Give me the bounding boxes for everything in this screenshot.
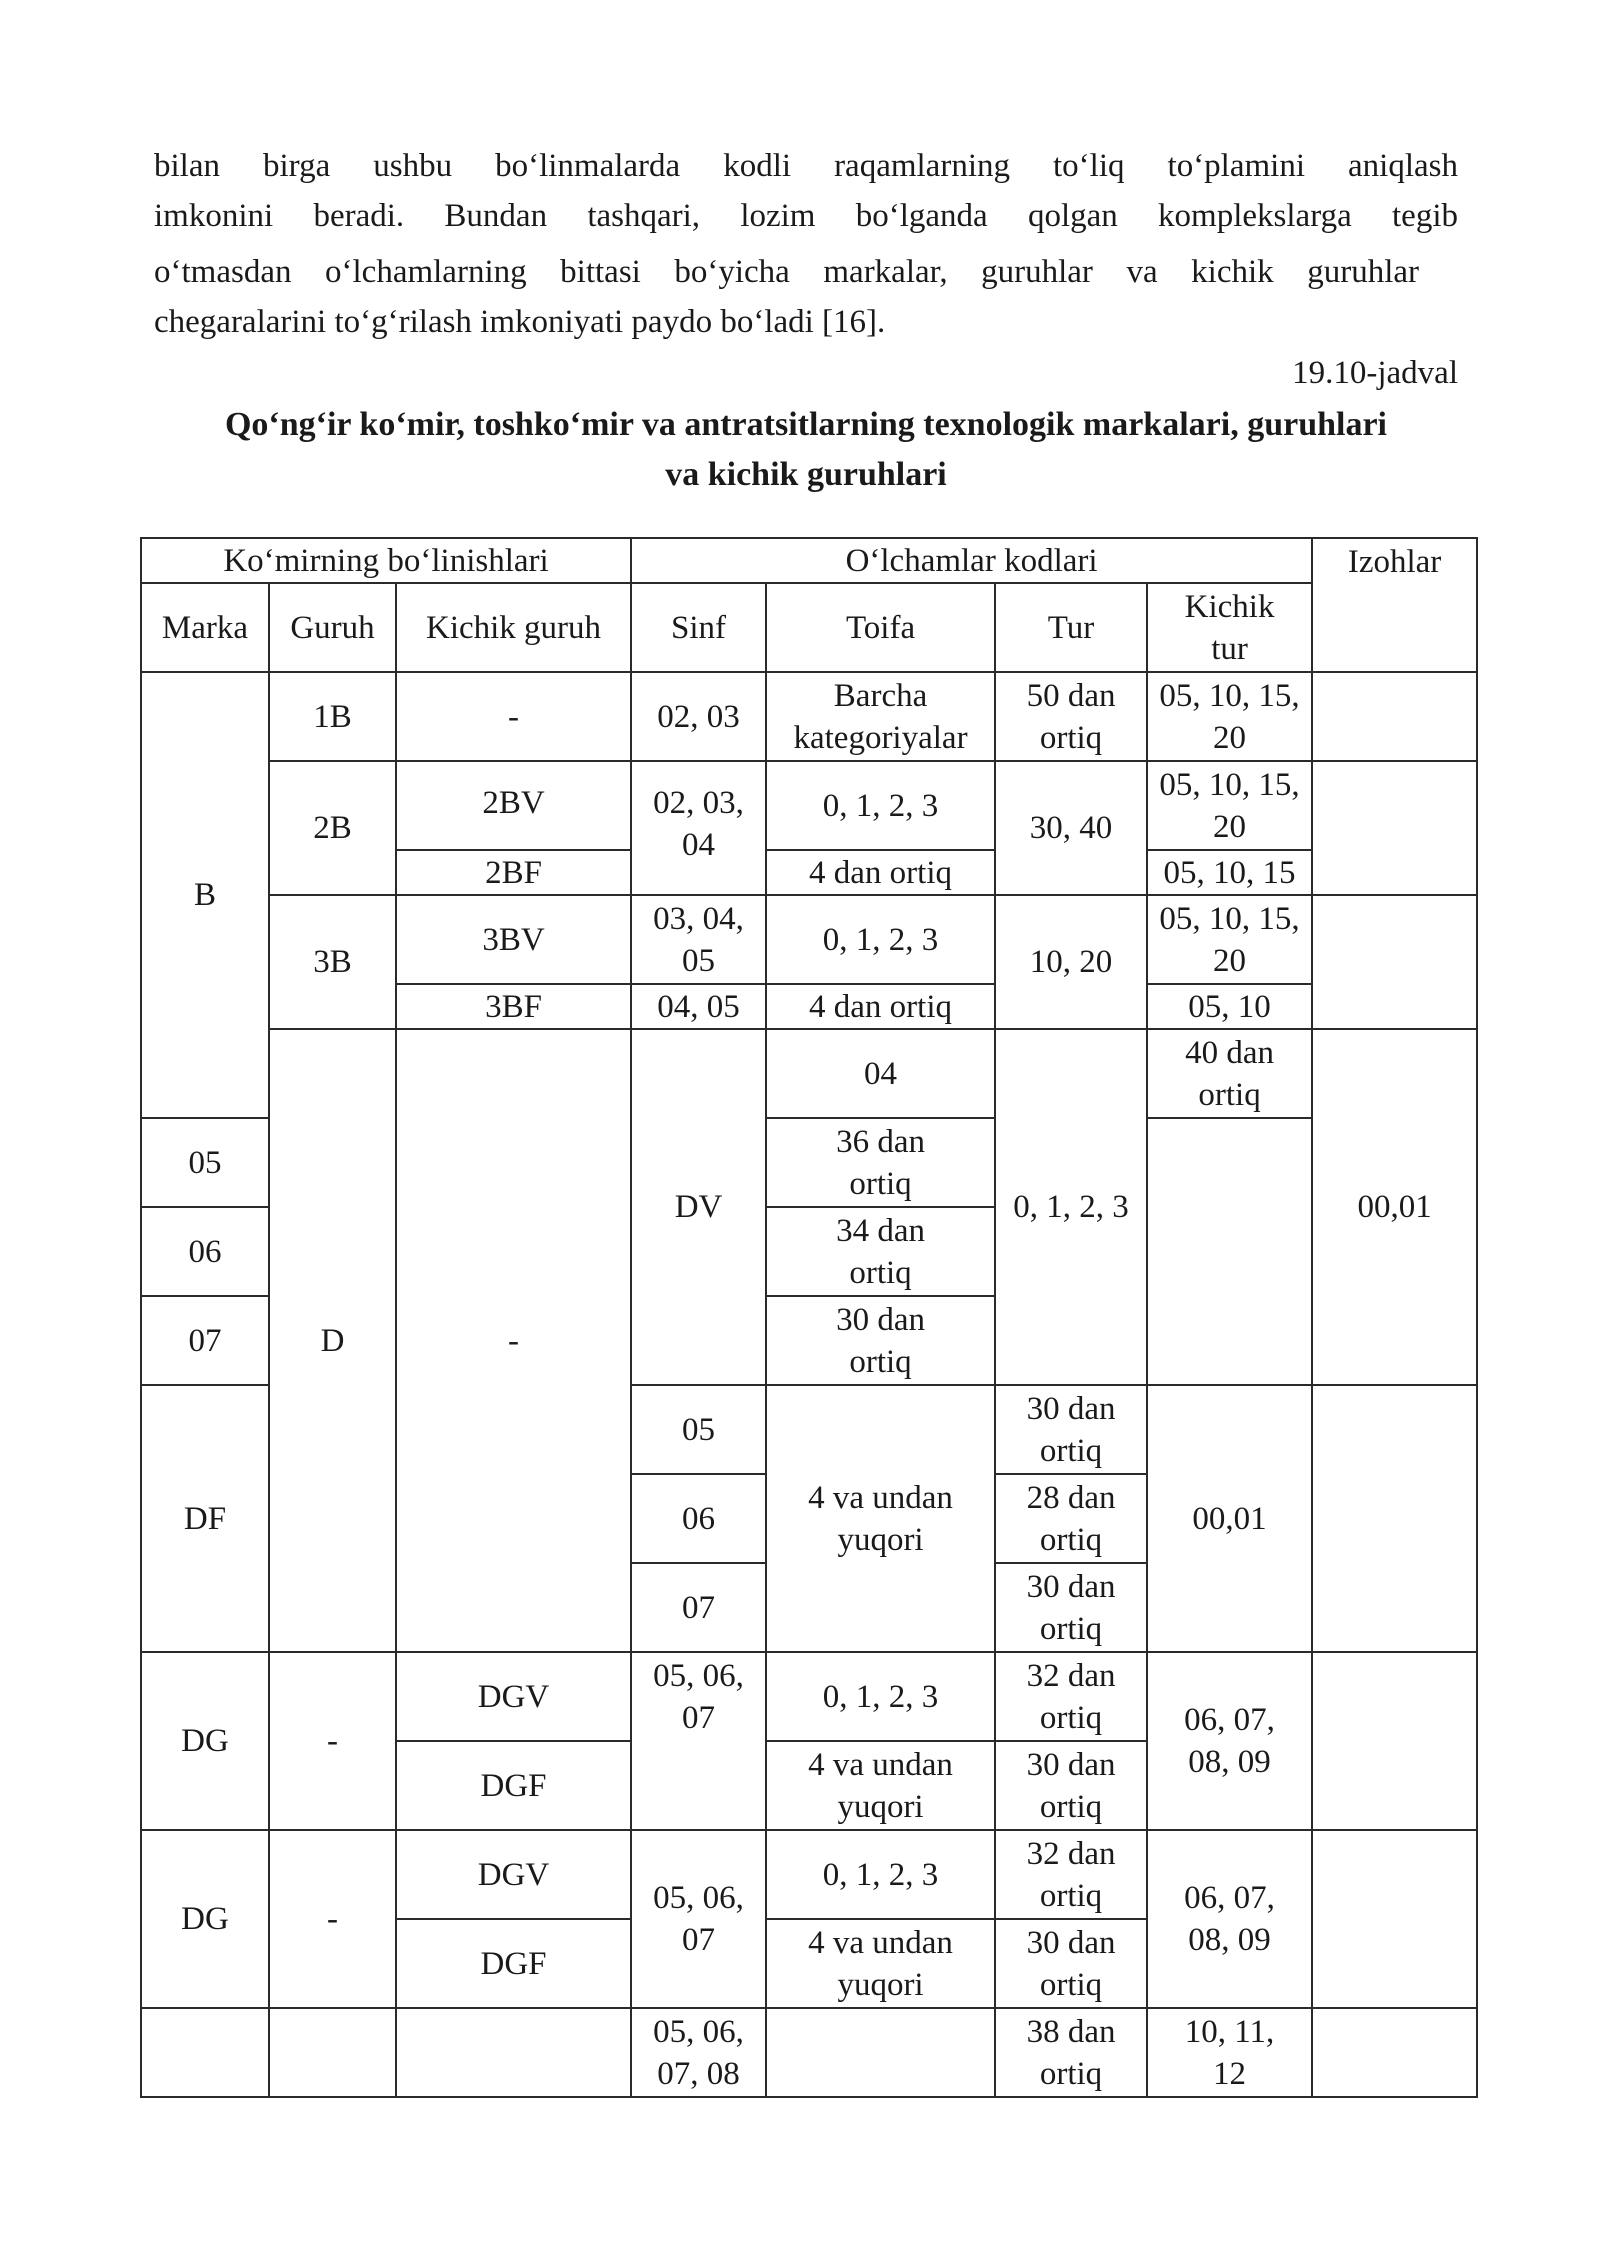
cell-text-line: 38 dan (1026, 2013, 1116, 2050)
cell-text-line: yuqori (837, 1521, 924, 1558)
cell-text-line: 36 dan (836, 1123, 925, 1160)
cell-tur (995, 1652, 1147, 1741)
cell-tur (995, 1741, 1147, 1830)
cell-text-line: ortiq (1198, 1076, 1261, 1113)
cell-sinf (631, 1741, 766, 1830)
cell-sinf: 05 (141, 1118, 269, 1207)
cell-text-line: 05, 06, (653, 2013, 744, 2050)
table-title (154, 400, 1458, 500)
header-divisions: Ko‘mirning bo‘linishlari (141, 538, 631, 583)
cell-text-line: ortiq (1039, 1521, 1103, 1558)
body-paragraph (154, 141, 1458, 347)
cell-sinf (631, 761, 766, 895)
cell-kichik-guruh: DGV (396, 1652, 631, 1741)
cell-sinf: 06 (141, 1207, 269, 1296)
cell-kichik-tur (1147, 895, 1312, 984)
cell-kichik-guruh: - (396, 672, 631, 761)
cell-text-line: 05, 10, 15, (1159, 900, 1300, 937)
cell-text-line: kategoriyalar (793, 719, 968, 756)
cell-toifa: 0, 1, 2, 3 (766, 1652, 995, 1741)
cell-text-line: 02, 03, (653, 785, 744, 821)
cell-notes (1312, 895, 1477, 1029)
cell-tur (995, 2008, 1147, 2097)
cell-toifa: 0, 1, 2, 3 (766, 1830, 995, 1919)
header-kichik-guruh: Kichik guruh (396, 583, 631, 672)
cell-guruh: - (396, 1029, 631, 1652)
cell-tur: 10, 20 (995, 895, 1147, 1029)
cell-text-line: 03, 04, (653, 900, 744, 937)
cell-text-line: 50 dan (1026, 677, 1116, 714)
cell-tur (995, 672, 1147, 761)
cell-toifa: 0, 1, 2, 3 (766, 895, 995, 984)
cell-notes (1312, 2008, 1477, 2097)
cell-text-line: yuqori (837, 1788, 924, 1825)
paragraph-line-3: o‘tmasdan o‘lchamlarning bittasi bo‘yicha markalar, guruhlar va kichik guruhlar (154, 254, 1419, 290)
cell-sinf (631, 1652, 766, 1741)
cell-text-line: 30 dan (836, 1301, 925, 1338)
cell-toifa: 0, 1, 2, 3 (766, 761, 995, 850)
table-title-line-2: va kichik guruhlari (665, 456, 947, 493)
cell-sinf: 04 (766, 1029, 995, 1118)
cell-kichik-tur (1147, 1830, 1312, 2008)
cell-toifa: 4 dan ortiq (766, 984, 995, 1029)
cell-kichik-tur: 00,01 (1312, 1029, 1477, 1385)
header-toifa: Toifa (766, 583, 995, 672)
cell-tur (1147, 1029, 1312, 1118)
cell-text-line: 12 (1213, 2055, 1247, 2092)
header-kichik-tur-line-2: tur (1211, 630, 1248, 667)
cell-kichik-tur (1147, 761, 1312, 850)
cell-text-line: 08, 09 (1188, 1922, 1271, 1958)
cell-sinf (631, 2008, 766, 2097)
cell-text-line: ortiq (1039, 1877, 1103, 1914)
cell-text-line: 08, 09 (1188, 1744, 1271, 1780)
cell-text-line: ortiq (1039, 1966, 1103, 2003)
header-notes: Izohlar (1312, 538, 1477, 672)
paragraph-line-2: imkonini beradi. Bundan tashqari, lozim bo‘lganda qolgan komplekslarga tegib (154, 198, 1458, 234)
cell-text-line: yuqori (837, 1966, 924, 2003)
cell-text-line: 05, 06, (653, 1658, 744, 1694)
header-guruh: Guruh (269, 583, 396, 672)
cell-text-line: 06, 07, (1184, 1880, 1275, 1916)
cell-kichik-guruh: 3BV (396, 895, 631, 984)
cell-notes (1312, 761, 1477, 895)
cell-sinf: 02, 03 (631, 672, 766, 761)
cell-tur (995, 1919, 1147, 2008)
cell-tur: 30, 40 (995, 761, 1147, 895)
cell-tur (995, 1830, 1147, 1919)
cell-guruh (269, 2008, 396, 2097)
cell-toifa (766, 1919, 995, 2008)
cell-toifa (766, 2008, 995, 2097)
cell-kichik-guruh: 3BF (396, 984, 631, 1029)
cell-kichik-tur: 05, 10, 15 (1147, 850, 1312, 895)
cell-guruh: - (269, 1652, 396, 1830)
cell-kichik-guruh: DGF (396, 1919, 631, 2008)
cell-text-line: 4 va undan (808, 1479, 953, 1516)
cell-text-line: 30 dan (1026, 1568, 1116, 1605)
cell-notes (1312, 1830, 1477, 2008)
cell-kichik-guruh: 2BF (396, 850, 631, 895)
cell-text-line: 32 dan (1026, 1835, 1116, 1872)
cell-kichik-guruh (396, 2008, 631, 2097)
cell-text-line: 28 dan (1026, 1479, 1116, 1516)
cell-text-line: ortiq (1039, 719, 1103, 756)
cell-kichik-tur (1147, 1652, 1312, 1830)
cell-sinf (631, 1830, 766, 2008)
cell-sinf: 07 (631, 1563, 766, 1652)
cell-kichik-tur: 05, 10 (1147, 984, 1312, 1029)
cell-text-line: 30 dan (1026, 1390, 1116, 1427)
paragraph-line-4: chegaralarini to‘g‘rilash imkoniyati paydo bo‘ladi [16]. (154, 304, 886, 340)
cell-toifa (766, 672, 995, 761)
cell-sinf: 04, 05 (631, 984, 766, 1029)
cell-marka (141, 2008, 269, 2097)
paragraph-line-1: bilan birga ushbu bo‘linmalarda kodli raqamlarning to‘liq to‘plamini aniqlash (154, 148, 1458, 184)
coal-classification-table (140, 537, 1478, 2098)
cell-text-line: ortiq (849, 1343, 912, 1380)
cell-marka: DG (141, 1830, 269, 2008)
cell-text-line: 05, 10, 15, (1159, 766, 1300, 803)
cell-toifa: 0, 1, 2, 3 (995, 1029, 1147, 1385)
cell-tur (995, 1474, 1147, 1563)
cell-kichik-guruh: 2BV (396, 761, 631, 850)
cell-text-line: 4 va undan (808, 1924, 953, 1961)
cell-text-line: ortiq (849, 1254, 912, 1291)
cell-tur (766, 1118, 995, 1207)
cell-marka: D (269, 1029, 396, 1652)
table-title-line-1: Qo‘ng‘ir ko‘mir, toshko‘mir va antratsitlarning texnologik markalari, guruhlari (224, 406, 1387, 443)
header-sinf: Sinf (631, 583, 766, 672)
cell-text-line: 10, 11, (1184, 2013, 1275, 2050)
cell-kichik-guruh: DV (631, 1029, 766, 1385)
cell-text-line: 4 va undan (808, 1746, 953, 1783)
header-kichik-tur-line-1: Kichik (1184, 588, 1275, 625)
cell-text-line: 04 (682, 827, 716, 863)
cell-kichik-guruh: DGF (396, 1741, 631, 1830)
header-marka: Marka (141, 583, 269, 672)
cell-notes (1312, 1652, 1477, 1830)
cell-text-line: 20 (1213, 808, 1247, 845)
cell-guruh: 1B (269, 672, 396, 761)
header-codes: O‘lchamlar kodlari (631, 538, 1312, 583)
cell-guruh: - (269, 1830, 396, 2008)
cell-text-line: 07, 08 (657, 2055, 740, 2092)
cell-tur (766, 1207, 995, 1296)
cell-sinf: 05 (631, 1385, 766, 1474)
cell-text-line: 07 (682, 1700, 716, 1736)
header-tur: Tur (995, 583, 1147, 672)
cell-text-line: 30 dan (1026, 1924, 1116, 1961)
cell-text-line: 20 (1213, 942, 1247, 979)
cell-text-line: 06, 07, (1184, 1702, 1275, 1738)
cell-kichik-tur: 00,01 (1147, 1385, 1312, 1652)
cell-text-line: 32 dan (1026, 1657, 1116, 1694)
cell-text-line: ortiq (1039, 2055, 1103, 2092)
cell-kichik-tur (1147, 2008, 1312, 2097)
cell-text-line: Barcha (833, 677, 928, 714)
cell-notes (1312, 672, 1477, 761)
cell-marka: B (141, 672, 269, 1118)
cell-tur (995, 1385, 1147, 1474)
cell-kichik-guruh: DF (141, 1385, 269, 1652)
cell-sinf: 06 (631, 1474, 766, 1563)
cell-text-line: ortiq (1039, 1788, 1103, 1825)
cell-tur (766, 1296, 995, 1385)
cell-guruh: 2B (269, 761, 396, 895)
cell-text-line: 20 (1213, 719, 1247, 756)
cell-text-line: 05, 10, 15, (1159, 677, 1300, 714)
cell-text-line: 05 (682, 942, 716, 979)
cell-sinf: 07 (141, 1296, 269, 1385)
cell-kichik-tur (1147, 672, 1312, 761)
cell-text-line: ortiq (1039, 1432, 1103, 1469)
cell-guruh: 3B (269, 895, 396, 1029)
cell-toifa (766, 1385, 995, 1652)
header-kichik-tur (1147, 583, 1312, 672)
cell-marka: DG (141, 1652, 269, 1830)
cell-text-line: ortiq (849, 1165, 912, 1202)
cell-kichik-guruh: DGV (396, 1830, 631, 1919)
cell-text-line: 05, 06, (653, 1880, 744, 1916)
table-number: 19.10-jadval (1292, 355, 1458, 391)
cell-text-line: 40 dan (1185, 1034, 1274, 1071)
cell-text-line: 07 (682, 1922, 716, 1958)
cell-text-line: 30 dan (1026, 1746, 1116, 1783)
cell-toifa (766, 1741, 995, 1830)
cell-text-line: ortiq (1039, 1610, 1103, 1647)
cell-text-line: 34 dan (836, 1212, 925, 1249)
cell-toifa: 4 dan ortiq (766, 850, 995, 895)
cell-notes (1312, 1385, 1477, 1652)
cell-text-line: ortiq (1039, 1699, 1103, 1736)
cell-tur (995, 1563, 1147, 1652)
cell-sinf (631, 895, 766, 984)
